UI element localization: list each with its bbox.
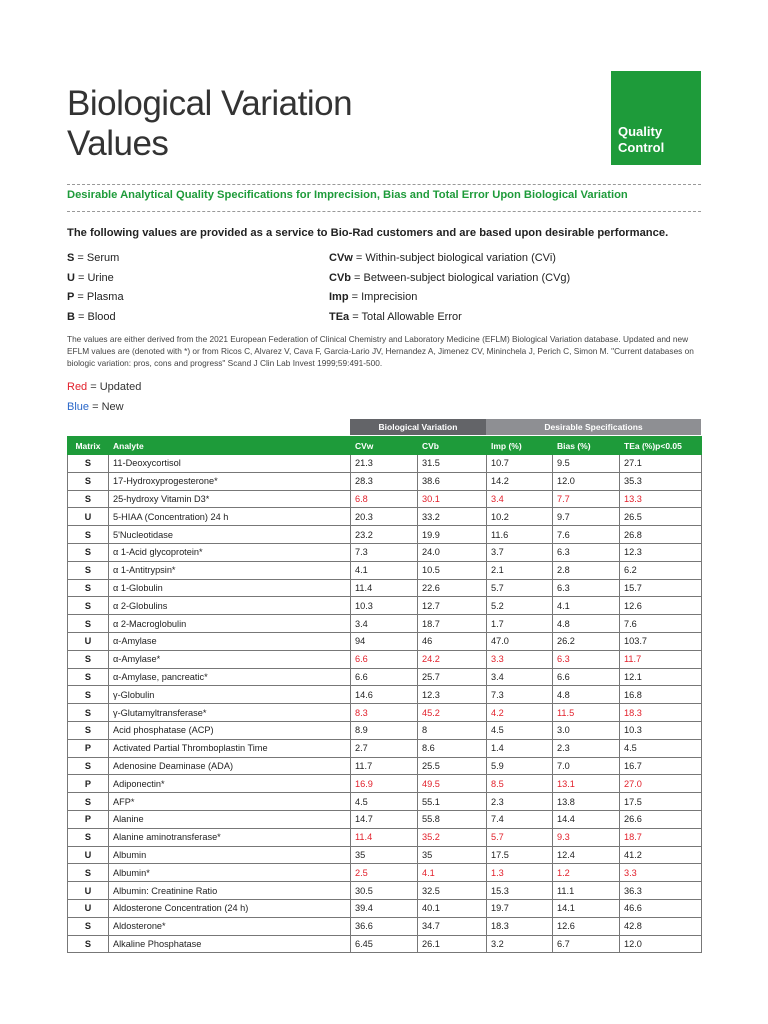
cell-cvb: 45.2 <box>418 704 487 722</box>
cell-imp: 14.2 <box>487 472 553 490</box>
cell-tea: 46.6 <box>620 899 702 917</box>
cell-cvw: 30.5 <box>351 882 418 900</box>
cell-analyte: α 1-Acid glycoprotein* <box>109 543 351 561</box>
table-row <box>68 828 702 846</box>
cell-cvb: 8.6 <box>418 739 487 757</box>
cell-analyte: Adiponectin* <box>109 775 351 793</box>
cell-matrix: S <box>68 615 109 633</box>
cell-bias: 26.2 <box>553 632 620 650</box>
legend-code: B <box>67 310 75 323</box>
divider-bottom <box>67 211 701 212</box>
legend-item <box>329 308 570 328</box>
cell-imp: 3.4 <box>487 668 553 686</box>
cell-matrix: S <box>68 721 109 739</box>
header-imp: Imp (%) <box>487 437 553 455</box>
cell-cvb: 35 <box>418 846 487 864</box>
cell-imp: 5.7 <box>487 579 553 597</box>
cell-bias: 12.6 <box>553 917 620 935</box>
cell-bias: 9.3 <box>553 828 620 846</box>
cell-analyte: Aldosterone Concentration (24 h) <box>109 899 351 917</box>
cell-matrix: S <box>68 864 109 882</box>
cell-bias: 12.0 <box>553 472 620 490</box>
table-row <box>68 757 702 775</box>
cell-analyte: α 1-Antitrypsin* <box>109 561 351 579</box>
cell-imp: 5.7 <box>487 828 553 846</box>
cell-cvb: 55.8 <box>418 810 487 828</box>
cell-matrix: S <box>68 650 109 668</box>
group-header-desirable-specifications: Desirable Specifications <box>486 419 701 435</box>
table-row <box>68 650 702 668</box>
cell-matrix: S <box>68 793 109 811</box>
legend-desc: = Within-subject biological variation (CVi) <box>352 252 556 264</box>
cell-bias: 2.3 <box>553 739 620 757</box>
table-row <box>68 721 702 739</box>
cell-matrix: P <box>68 775 109 793</box>
legend-desc: = Imprecision <box>348 291 418 303</box>
table-row <box>68 472 702 490</box>
cell-bias: 12.4 <box>553 846 620 864</box>
cell-analyte: 17-Hydroxyprogesterone* <box>109 472 351 490</box>
cell-cvw: 14.6 <box>351 686 418 704</box>
table-row <box>68 508 702 526</box>
cell-cvb: 12.3 <box>418 686 487 704</box>
table-row <box>68 615 702 633</box>
cell-tea: 3.3 <box>620 864 702 882</box>
cell-matrix: S <box>68 704 109 722</box>
abbreviation-legend <box>329 249 570 327</box>
cell-imp: 47.0 <box>487 632 553 650</box>
cell-cvb: 10.5 <box>418 561 487 579</box>
cell-cvw: 6.6 <box>351 668 418 686</box>
legend-code: CVw <box>329 252 353 264</box>
cell-imp: 5.2 <box>487 597 553 615</box>
cell-tea: 4.5 <box>620 739 702 757</box>
cell-tea: 18.3 <box>620 704 702 722</box>
legend-desc: = Plasma <box>74 291 124 303</box>
cell-analyte: α 1-Globulin <box>109 579 351 597</box>
table-row <box>68 490 702 508</box>
table-row <box>68 668 702 686</box>
cell-tea: 17.5 <box>620 793 702 811</box>
cell-cvb: 34.7 <box>418 917 487 935</box>
cell-analyte: α-Amylase <box>109 632 351 650</box>
color-legend-new <box>67 401 124 413</box>
cell-cvb: 25.5 <box>418 757 487 775</box>
cell-cvw: 11.4 <box>351 828 418 846</box>
cell-cvb: 25.7 <box>418 668 487 686</box>
cell-bias: 4.8 <box>553 686 620 704</box>
title-line-1: Biological Variation <box>67 84 353 123</box>
cell-matrix: S <box>68 917 109 935</box>
cell-imp: 1.4 <box>487 739 553 757</box>
matrix-legend <box>67 249 124 327</box>
cell-imp: 19.7 <box>487 899 553 917</box>
legend-item <box>329 249 570 269</box>
cell-tea: 7.6 <box>620 615 702 633</box>
cell-bias: 6.6 <box>553 668 620 686</box>
cell-cvw: 16.9 <box>351 775 418 793</box>
cell-cvw: 8.3 <box>351 704 418 722</box>
cell-bias: 6.3 <box>553 650 620 668</box>
cell-cvw: 20.3 <box>351 508 418 526</box>
legend-desc: = Serum <box>74 252 120 264</box>
cell-tea: 11.7 <box>620 650 702 668</box>
biological-variation-table <box>67 436 702 953</box>
cell-cvw: 10.3 <box>351 597 418 615</box>
cell-tea: 16.7 <box>620 757 702 775</box>
cell-imp: 10.7 <box>487 455 553 473</box>
cell-cvw: 3.4 <box>351 615 418 633</box>
header-bias: Bias (%) <box>553 437 620 455</box>
cell-cvb: 32.5 <box>418 882 487 900</box>
cell-tea: 12.1 <box>620 668 702 686</box>
header-tea: TEa (%)p<0.05 <box>620 437 702 455</box>
badge-text <box>618 124 664 156</box>
cell-bias: 11.1 <box>553 882 620 900</box>
cell-tea: 12.6 <box>620 597 702 615</box>
cell-analyte: Aldosterone* <box>109 917 351 935</box>
subtitle: Desirable Analytical Quality Specifications for Imprecision, Bias and Total Error Upon Biological Variation <box>67 189 628 201</box>
cell-matrix: S <box>68 579 109 597</box>
cell-imp: 2.3 <box>487 793 553 811</box>
cell-imp: 1.7 <box>487 615 553 633</box>
cell-cvb: 40.1 <box>418 899 487 917</box>
legend-item <box>329 269 570 289</box>
cell-cvb: 4.1 <box>418 864 487 882</box>
cell-analyte: 25-hydroxy Vitamin D3* <box>109 490 351 508</box>
cell-matrix: S <box>68 472 109 490</box>
cell-cvb: 49.5 <box>418 775 487 793</box>
legend-code: CVb <box>329 271 351 284</box>
cell-matrix: S <box>68 757 109 775</box>
cell-cvb: 22.6 <box>418 579 487 597</box>
legend-item <box>67 269 124 289</box>
cell-bias: 4.8 <box>553 615 620 633</box>
table-row <box>68 846 702 864</box>
table-header-row <box>68 437 702 455</box>
cell-cvw: 39.4 <box>351 899 418 917</box>
cell-imp: 5.9 <box>487 757 553 775</box>
cell-tea: 27.0 <box>620 775 702 793</box>
cell-cvb: 12.7 <box>418 597 487 615</box>
cell-imp: 8.5 <box>487 775 553 793</box>
cell-cvw: 14.7 <box>351 810 418 828</box>
legend-code: TEa <box>329 310 350 323</box>
cell-analyte: 5'Nucleotidase <box>109 526 351 544</box>
title-line-2: Values <box>67 124 169 163</box>
badge-line-1: Quality <box>618 124 663 139</box>
cell-cvb: 33.2 <box>418 508 487 526</box>
cell-tea: 13.3 <box>620 490 702 508</box>
table-row <box>68 775 702 793</box>
cell-matrix: P <box>68 810 109 828</box>
cell-matrix: S <box>68 526 109 544</box>
cell-cvw: 94 <box>351 632 418 650</box>
table-row <box>68 686 702 704</box>
table-row <box>68 597 702 615</box>
cell-cvw: 2.7 <box>351 739 418 757</box>
cell-imp: 18.3 <box>487 917 553 935</box>
cell-cvw: 28.3 <box>351 472 418 490</box>
cell-bias: 13.8 <box>553 793 620 811</box>
cell-bias: 1.2 <box>553 864 620 882</box>
cell-analyte: 11-Deoxycortisol <box>109 455 351 473</box>
cell-tea: 26.8 <box>620 526 702 544</box>
cell-cvb: 30.1 <box>418 490 487 508</box>
cell-analyte: γ-Globulin <box>109 686 351 704</box>
cell-matrix: S <box>68 561 109 579</box>
cell-cvb: 38.6 <box>418 472 487 490</box>
table-row <box>68 864 702 882</box>
cell-tea: 27.1 <box>620 455 702 473</box>
cell-cvb: 46 <box>418 632 487 650</box>
legend-item <box>67 288 124 308</box>
cell-tea: 15.7 <box>620 579 702 597</box>
cell-matrix: S <box>68 828 109 846</box>
cell-cvw: 8.9 <box>351 721 418 739</box>
cell-bias: 7.7 <box>553 490 620 508</box>
cell-analyte: α-Amylase, pancreatic* <box>109 668 351 686</box>
blue-label: Blue <box>67 401 90 413</box>
header-cvb: CVb <box>418 437 487 455</box>
divider-top <box>67 184 701 185</box>
cell-cvw: 6.45 <box>351 935 418 953</box>
cell-analyte: Adenosine Deaminase (ADA) <box>109 757 351 775</box>
cell-cvb: 8 <box>418 721 487 739</box>
cell-imp: 7.4 <box>487 810 553 828</box>
cell-analyte: Albumin: Creatinine Ratio <box>109 882 351 900</box>
cell-bias: 13.1 <box>553 775 620 793</box>
cell-analyte: Activated Partial Thromboplastin Time <box>109 739 351 757</box>
cell-tea: 36.3 <box>620 882 702 900</box>
cell-matrix: U <box>68 632 109 650</box>
cell-bias: 14.4 <box>553 810 620 828</box>
cell-matrix: S <box>68 543 109 561</box>
blue-desc: = New <box>89 401 124 413</box>
cell-cvb: 18.7 <box>418 615 487 633</box>
cell-tea: 35.3 <box>620 472 702 490</box>
cell-analyte: Albumin <box>109 846 351 864</box>
cell-tea: 12.0 <box>620 935 702 953</box>
cell-matrix: S <box>68 490 109 508</box>
legend-desc: = Urine <box>74 271 114 284</box>
header-matrix: Matrix <box>68 437 109 455</box>
legend-item <box>329 288 570 308</box>
table-row <box>68 917 702 935</box>
legend-code: Imp <box>329 291 349 303</box>
cell-cvb: 55.1 <box>418 793 487 811</box>
cell-cvw: 35 <box>351 846 418 864</box>
cell-bias: 6.3 <box>553 543 620 561</box>
cell-matrix: S <box>68 935 109 953</box>
cell-matrix: S <box>68 455 109 473</box>
table-row <box>68 632 702 650</box>
cell-matrix: S <box>68 686 109 704</box>
cell-imp: 7.3 <box>487 686 553 704</box>
cell-bias: 6.3 <box>553 579 620 597</box>
legend-desc: = Total Allowable Error <box>349 310 462 323</box>
cell-cvb: 31.5 <box>418 455 487 473</box>
color-legend-updated <box>67 381 141 393</box>
cell-cvw: 21.3 <box>351 455 418 473</box>
table-row <box>68 526 702 544</box>
cell-cvw: 6.8 <box>351 490 418 508</box>
cell-bias: 11.5 <box>553 704 620 722</box>
cell-imp: 3.3 <box>487 650 553 668</box>
legend-item <box>67 308 124 328</box>
cell-cvw: 6.6 <box>351 650 418 668</box>
cell-cvw: 11.4 <box>351 579 418 597</box>
cell-tea: 18.7 <box>620 828 702 846</box>
header-analyte: Analyte <box>109 437 351 455</box>
cell-tea: 6.2 <box>620 561 702 579</box>
cell-tea: 26.6 <box>620 810 702 828</box>
cell-imp: 11.6 <box>487 526 553 544</box>
cell-bias: 9.5 <box>553 455 620 473</box>
cell-cvw: 7.3 <box>351 543 418 561</box>
cell-imp: 1.3 <box>487 864 553 882</box>
cell-bias: 6.7 <box>553 935 620 953</box>
cell-cvw: 4.5 <box>351 793 418 811</box>
cell-imp: 4.5 <box>487 721 553 739</box>
cell-cvb: 26.1 <box>418 935 487 953</box>
cell-imp: 3.7 <box>487 543 553 561</box>
cell-analyte: Alkaline Phosphatase <box>109 935 351 953</box>
red-desc: = Updated <box>87 381 142 393</box>
cell-analyte: α-Amylase* <box>109 650 351 668</box>
cell-imp: 15.3 <box>487 882 553 900</box>
cell-cvb: 19.9 <box>418 526 487 544</box>
cell-matrix: U <box>68 899 109 917</box>
cell-imp: 3.2 <box>487 935 553 953</box>
table-row <box>68 793 702 811</box>
cell-bias: 14.1 <box>553 899 620 917</box>
cell-analyte: AFP* <box>109 793 351 811</box>
cell-analyte: 5-HIAA (Concentration) 24 h <box>109 508 351 526</box>
table-row <box>68 810 702 828</box>
cell-matrix: P <box>68 739 109 757</box>
cell-bias: 9.7 <box>553 508 620 526</box>
cell-cvw: 11.7 <box>351 757 418 775</box>
legend-desc: = Between-subject biological variation (CVg) <box>351 271 571 284</box>
legend-code: P <box>67 291 75 303</box>
header-cvw: CVw <box>351 437 418 455</box>
cell-bias: 3.0 <box>553 721 620 739</box>
cell-tea: 103.7 <box>620 632 702 650</box>
table-row <box>68 543 702 561</box>
cell-imp: 17.5 <box>487 846 553 864</box>
cell-tea: 16.8 <box>620 686 702 704</box>
cell-imp: 4.2 <box>487 704 553 722</box>
cell-cvb: 24.0 <box>418 543 487 561</box>
cell-bias: 2.8 <box>553 561 620 579</box>
cell-analyte: Alanine aminotransferase* <box>109 828 351 846</box>
table-row <box>68 561 702 579</box>
table-row <box>68 935 702 953</box>
cell-tea: 26.5 <box>620 508 702 526</box>
cell-matrix: S <box>68 668 109 686</box>
cell-matrix: U <box>68 846 109 864</box>
red-label: Red <box>67 381 88 393</box>
cell-cvb: 35.2 <box>418 828 487 846</box>
cell-cvw: 36.6 <box>351 917 418 935</box>
cell-analyte: α 2-Macroglobulin <box>109 615 351 633</box>
cell-cvw: 4.1 <box>351 561 418 579</box>
table-row <box>68 455 702 473</box>
table-row <box>68 899 702 917</box>
page-title <box>67 84 352 164</box>
table-row <box>68 579 702 597</box>
cell-matrix: S <box>68 597 109 615</box>
cell-cvw: 2.5 <box>351 864 418 882</box>
legend-code: U <box>67 271 75 284</box>
cell-imp: 10.2 <box>487 508 553 526</box>
cell-tea: 10.3 <box>620 721 702 739</box>
legend-desc: = Blood <box>74 310 116 323</box>
legend-item <box>67 249 124 269</box>
cell-cvw: 23.2 <box>351 526 418 544</box>
cell-tea: 12.3 <box>620 543 702 561</box>
cell-tea: 42.8 <box>620 917 702 935</box>
cell-analyte: Alanine <box>109 810 351 828</box>
cell-tea: 41.2 <box>620 846 702 864</box>
cell-analyte: Acid phosphatase (ACP) <box>109 721 351 739</box>
cell-analyte: Albumin* <box>109 864 351 882</box>
cell-bias: 4.1 <box>553 597 620 615</box>
group-header-biological-variation: Biological Variation <box>350 419 486 435</box>
table-row <box>68 739 702 757</box>
cell-analyte: α 2-Globulins <box>109 597 351 615</box>
cell-matrix: U <box>68 882 109 900</box>
table-row <box>68 704 702 722</box>
legend-code: S <box>67 252 75 264</box>
cell-analyte: γ-Glutamyltransferase* <box>109 704 351 722</box>
cell-matrix: U <box>68 508 109 526</box>
cell-bias: 7.6 <box>553 526 620 544</box>
source-note: The values are either derived from the 2021 European Federation of Clinical Chemistry and Laboratory Medicine (EFLM) Biological Variation database. Updated and new EFLM values are (denoted with *) or from Ricos C, Alvarez V, Cava F, Garcia-Lario JV, Hernandez A, Jimenez CV, Mininchela J, Perich C, Simon M. "Current databases on biologic variation: pros, cons and progress" Scand J Clin Lab Invest 1999;59:491-500. <box>67 334 694 368</box>
cell-bias: 7.0 <box>553 757 620 775</box>
quality-control-badge <box>611 71 701 165</box>
table-row <box>68 882 702 900</box>
cell-imp: 3.4 <box>487 490 553 508</box>
intro-text: The following values are provided as a service to Bio-Rad customers and are based upon desirable performance. <box>67 227 669 239</box>
badge-line-2: Control <box>618 140 665 155</box>
cell-imp: 2.1 <box>487 561 553 579</box>
cell-cvb: 24.2 <box>418 650 487 668</box>
